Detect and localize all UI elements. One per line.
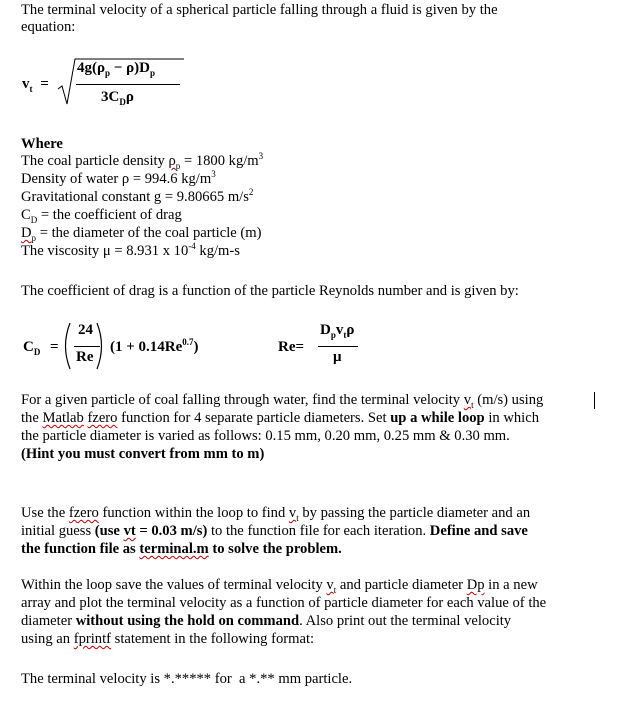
viscosity-line: The viscosity μ = 8.931 x $10^{-4}$ kg/m-s xyxy=(21,241,240,259)
eq3-lhs: Re= xyxy=(278,339,305,355)
para2-line-1: Use the fzero function within the loop to find $v_t$ by passing the particle diameter and an xyxy=(21,505,531,523)
para2-line-2: initial guess (use vt = 0.03 m/s) to the function file for each iteration. Define and save xyxy=(21,523,528,539)
intro-line-2: equation: xyxy=(21,19,76,35)
water-density-line: Density of water ρ = 994.6 $kg/m^3$ xyxy=(21,169,216,187)
para3-line-1: Within the loop save the values of terminal velocity $v_t$ and particle diameter Dp in a new xyxy=(21,577,538,595)
format-line: The terminal velocity is *.***** for a *.** mm particle. xyxy=(21,671,353,687)
where-heading: Where xyxy=(21,136,63,152)
eq1-numerator: $4g(\rho_p - \rho)D_p$ xyxy=(77,60,155,78)
para3-line-4: using an fprintf statement in the following format: xyxy=(21,631,315,647)
intro-line-1: The terminal velocity of a spherical particle falling through a fluid is given by the xyxy=(21,2,498,18)
eq2-denominator: Re xyxy=(76,349,94,365)
para3-line-2: array and plot the terminal velocity as a function of particle diameter for each value of the xyxy=(21,595,547,611)
eq1-denominator: $3C_D\rho$ xyxy=(101,89,134,107)
para1-hint: (Hint you must convert from mm to m) xyxy=(21,446,265,462)
eq2-equals: = xyxy=(50,339,59,355)
eq1-lhs: $v_t$ = xyxy=(22,76,49,94)
eq2-lhs: $C_D$ xyxy=(23,339,41,357)
eq3-fraction-bar xyxy=(318,346,358,347)
para1-line-3: the particle diameter is varied as follows: 0.15 mm, 0.20 mm, 0.25 mm & 0.30 mm. xyxy=(21,428,510,444)
eq2-numerator: 24 xyxy=(78,322,93,338)
drag-intro-line: The coefficient of drag is a function of the particle Reynolds number and is given by: xyxy=(21,283,519,299)
text-cursor xyxy=(594,392,595,409)
eq3-denominator: μ xyxy=(333,349,342,365)
coal-density-line: The coal particle density $\rho_p = 1800$ $kg/m^3$ xyxy=(21,151,264,171)
eq3-numerator: $D_pv_t\rho$ xyxy=(320,322,355,340)
eq2-factor: $(1 + 0.14Re^{0.7})$ xyxy=(110,337,199,355)
eq2-fraction-bar xyxy=(74,346,100,347)
eq1-fraction-bar xyxy=(76,84,180,85)
diameter-definition-line: $D_p$ = the diameter of the coal particle (m) xyxy=(21,225,262,243)
gravity-line: Gravitational constant g = 9.80665 $m/s^2$ xyxy=(21,187,254,205)
para1-line-1: For a given particle of coal falling through water, find the terminal velocity $v_t$ (m/s) using xyxy=(21,392,544,410)
para1-line-2: the Matlab fzero function for 4 separate particle diameters. Set up a while loop in which xyxy=(21,410,539,426)
drag-definition-line: $C_D$ = the coefficient of drag xyxy=(21,207,182,225)
para3-line-3: diameter without using the hold on command. Also print out the terminal velocity xyxy=(21,613,512,629)
para2-line-3: the function file as terminal.m to solve the problem. xyxy=(21,541,342,557)
